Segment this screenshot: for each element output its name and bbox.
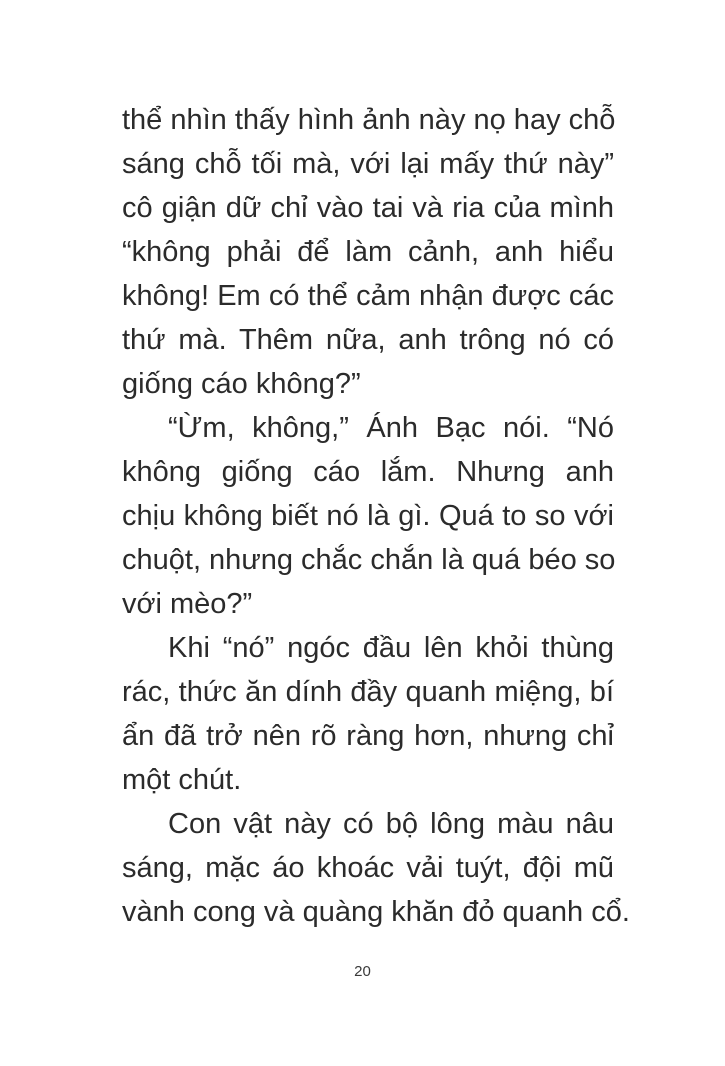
text-line: với mèo?” — [122, 588, 253, 620]
text-line: không! Em có thể cảm nhận được các — [122, 280, 614, 312]
page-number: 20 — [354, 963, 371, 980]
text-line: thứ mà. Thêm nữa, anh trông nó có — [122, 324, 614, 356]
text-line: ẩn đã trở nên rõ ràng hơn, nhưng chỉ — [122, 720, 614, 752]
text-line: thể nhìn thấy hình ảnh này nọ hay chỗ — [122, 104, 616, 136]
text-line: chịu không biết nó là gì. Quá to so với — [122, 500, 614, 532]
text-line: một chút. — [122, 764, 242, 796]
text-line: “không phải để làm cảnh, anh hiểu — [122, 236, 614, 268]
text-line: cô giận dữ chỉ vào tai và ria của mình — [122, 192, 614, 224]
text-line: giống cáo không?” — [122, 368, 361, 400]
text-line: chuột, nhưng chắc chắn là quá béo so — [122, 544, 616, 576]
text-line: Khi “nó” ngóc đầu lên khỏi thùng — [168, 632, 614, 664]
text-line: sáng chỗ tối mà, với lại mấy thứ này” — [122, 148, 614, 180]
text-line: sáng, mặc áo khoác vải tuýt, đội mũ — [122, 852, 614, 884]
text-line: “Ừm, không,” Ánh Bạc nói. “Nó — [168, 412, 614, 444]
text-line: Con vật này có bộ lông màu nâu — [168, 808, 614, 840]
body-text — [122, 98, 630, 934]
text-line: vành cong và quàng khăn đỏ quanh cổ. — [122, 896, 630, 928]
text-line: rác, thức ăn dính đầy quanh miệng, bí — [122, 676, 614, 708]
text-line: không giống cáo lắm. Nhưng anh — [122, 456, 614, 488]
